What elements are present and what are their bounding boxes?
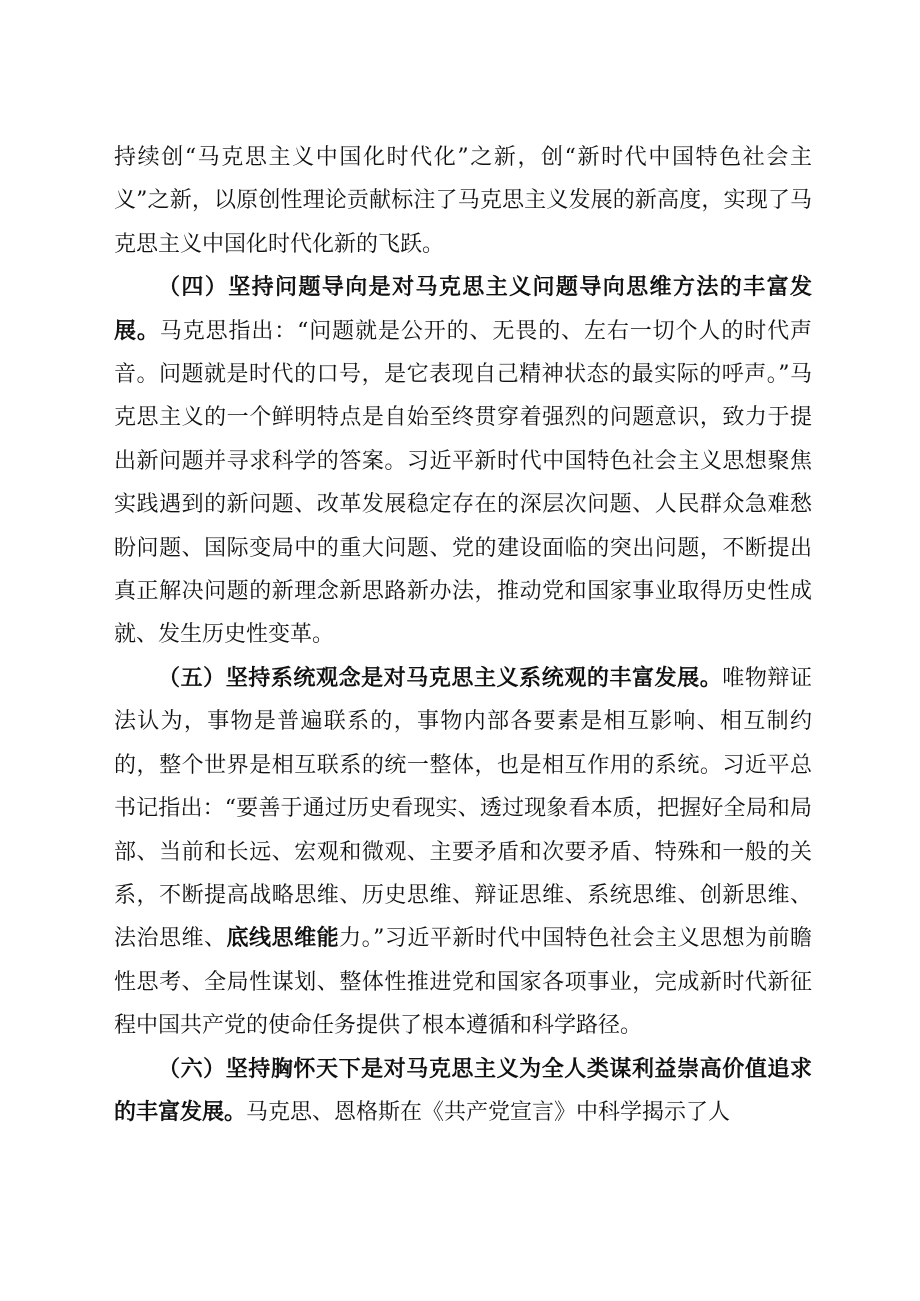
paragraph-text: 持续创“马克思主义中国化时代化”之新，创“新时代中国特色社会主义”之新，以原创性理论贡献标注了马克思主义发展的新高度，实现了马克思主义中国化时代化新的飞跃。 [114,145,812,257]
paragraph-text: 马克思指出：“问题就是公开的、无畏的、左右一切个人的时代声音。问题就是时代的口号，是它表现自己精神状态的最实际的呼声。”马克思主义的一个鲜明特点是自始至终贯穿着强烈的问题意识，致力于提出新问题并寻求科学的答案。习近平新时代中国特色社会主义思想聚焦实践遇到的新问题、改革发展稳定存在的深层次问题、人民群众急难愁盼问题、国际变局中的重大问题、党的建设面临的突出问题，不断提出真正解决问题的新理念新思路新办法，推动党和国家事业取得历史性成就、发生历史性变革。 [114,318,812,648]
paragraph-world-vision [114,1048,812,1135]
paragraph-problem-orientation [114,266,812,657]
paragraph-text: 马克思、恩格斯在《共产党宣言》中科学揭示了人 [246,1099,731,1125]
paragraph-continuation [114,136,812,266]
section-heading-four: （四）坚持问题导向是对马克思主义问题导向思维方法的丰富发展。 [114,274,812,344]
section-heading-six: （六）坚持胸怀天下是对马克思主义为全人类谋利益崇高价值追求的丰富发展。 [114,1055,812,1125]
document-page [114,136,812,1134]
bold-phrase: 底线思维能 [226,925,340,952]
section-heading-five: （五）坚持系统观念是对马克思主义系统观的丰富发展。 [158,664,723,691]
paragraph-text: 唯物辩证法认为，事物是普遍联系的，事物内部各要素是相互影响、相互制约的，整个世界是相互联系的统一整体，也是相互作用的系统。习近平总书记指出：“要善于通过历史看现实、透过现象看本质，把握好全局和局部、当前和长远、宏观和微观、主要矛盾和次要矛盾、特殊和一般的关系，不断提高战略思维、历史思维、辩证思维、系统思维、创新思维、法治思维、 [114,665,812,952]
paragraph-system-concept [114,657,812,1048]
paragraph-text: 力。”习近平新时代中国特色社会主义思想为前瞻性思考、全局性谋划、整体性推进党和国家各项事业，完成新时代新征程中国共产党的使命任务提供了根本遵循和科学路径。 [114,926,812,1039]
